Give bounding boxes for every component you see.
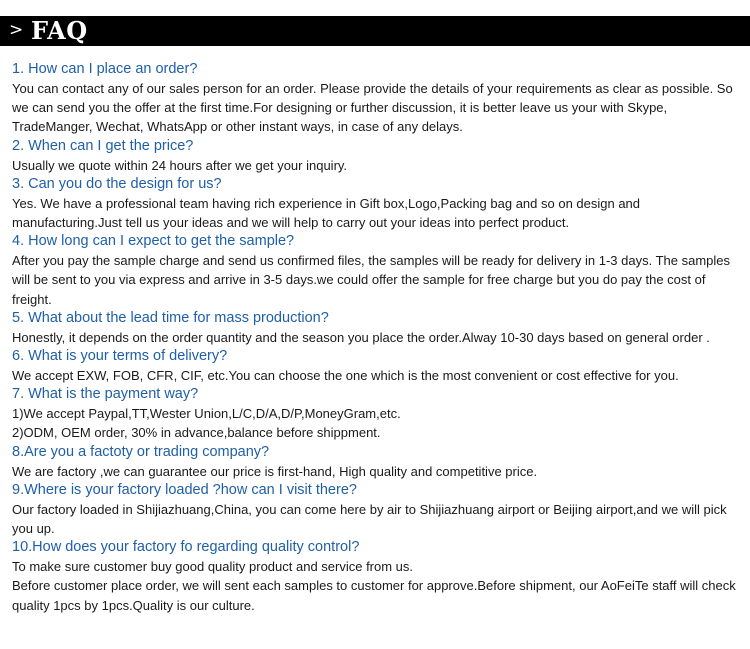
faq-answer: Usually we quote within 24 hours after we get your inquiry. xyxy=(12,157,348,173)
chevron-right-icon: > xyxy=(9,20,24,40)
faq-question: 2. When can I get the price? xyxy=(12,137,194,154)
faq-question: 6. What is your terms of delivery? xyxy=(12,348,228,365)
faq-item-delivery xyxy=(12,347,747,385)
faq-answer: We are factory ,we can guarantee our price is first-hand, High quality and competitive price. xyxy=(12,463,538,479)
faq-answer-line: Before customer place order, we will sent each samples to customer for approve.Before shipment, our AoFeiTe staff will check quality 1pcs by 1pcs.Quality is our culture. xyxy=(12,578,736,613)
faq-question: 1. How can I place an order? xyxy=(12,61,198,77)
faq-answer: We accept EXW, FOB, CFR, CIF, etc.You can choose the one which is the most convenient or cost effective for you. xyxy=(12,368,679,384)
faq-item-order xyxy=(12,60,747,137)
faq-header-bar xyxy=(0,16,750,46)
faq-question: 10.How does your factory fo regarding quality control? xyxy=(12,539,360,556)
faq-answer-line: 2)ODM, OEM order, 30% in advance,balance before shippment. xyxy=(12,425,381,441)
faq-answer: You can contact any of our sales person for an order. Please provide the details of your requirements as clear as possible. So we can send you the offer at the first time.For designing or further discussion, it is better leave us your with Skype, TradeManger, Wechat, WhatsApp or other instant ways, in case of any delays. xyxy=(12,81,733,135)
faq-answer-line: To make sure customer buy good quality product and service from us. xyxy=(12,559,414,575)
faq-item-lead-time xyxy=(12,309,747,347)
faq-answer: Honestly, it depends on the order quantity and the season you place the order.Alway 10-30 days based on general order . xyxy=(12,329,710,345)
faq-question: 9.Where is your factory loaded ?how can I visit there? xyxy=(12,481,357,498)
faq-question: 8.Are you a factoty or trading company? xyxy=(12,443,270,460)
faq-answer: After you pay the sample charge and send us confirmed files, the samples will be ready for delivery in 1-3 days. The samples will be sent to you via express and arrive in 3-5 days.we could offer the sample for free charge but you do pay the cost of freight. xyxy=(12,253,731,307)
faq-answer-line: 1)We accept Paypal,TT,Wester Union,L/C,D/A,D/P,MoneyGram,etc. xyxy=(12,406,401,422)
faq-item-quality-control xyxy=(12,538,747,615)
faq-item-factory-location xyxy=(12,481,747,538)
faq-item-sample xyxy=(12,232,747,309)
faq-list xyxy=(12,60,747,615)
faq-answer: Yes. We have a professional team having rich experience in Gift box,Logo,Packing bag and so on design and manufacturing.Just tell us your ideas and we will help to carry out your ideas into perfect product. xyxy=(12,195,641,231)
faq-item-design xyxy=(12,175,747,232)
faq-item-company-type xyxy=(12,443,747,481)
page-title: FAQ xyxy=(31,16,88,45)
faq-question: 7. What is the payment way? xyxy=(12,386,199,403)
faq-question: 4. How long can I expect to get the sample? xyxy=(12,233,295,250)
faq-answer: Our factory loaded in Shijiazhuang,China, you can come here by air to Shijiazhuang airport or Beijing airport,and we will pick you up. xyxy=(12,501,727,537)
faq-question: 3. Can you do the design for us? xyxy=(12,175,222,192)
faq-item-payment xyxy=(12,385,747,442)
faq-question: 5. What about the lead time for mass production? xyxy=(12,309,329,326)
faq-item-price xyxy=(12,137,747,175)
